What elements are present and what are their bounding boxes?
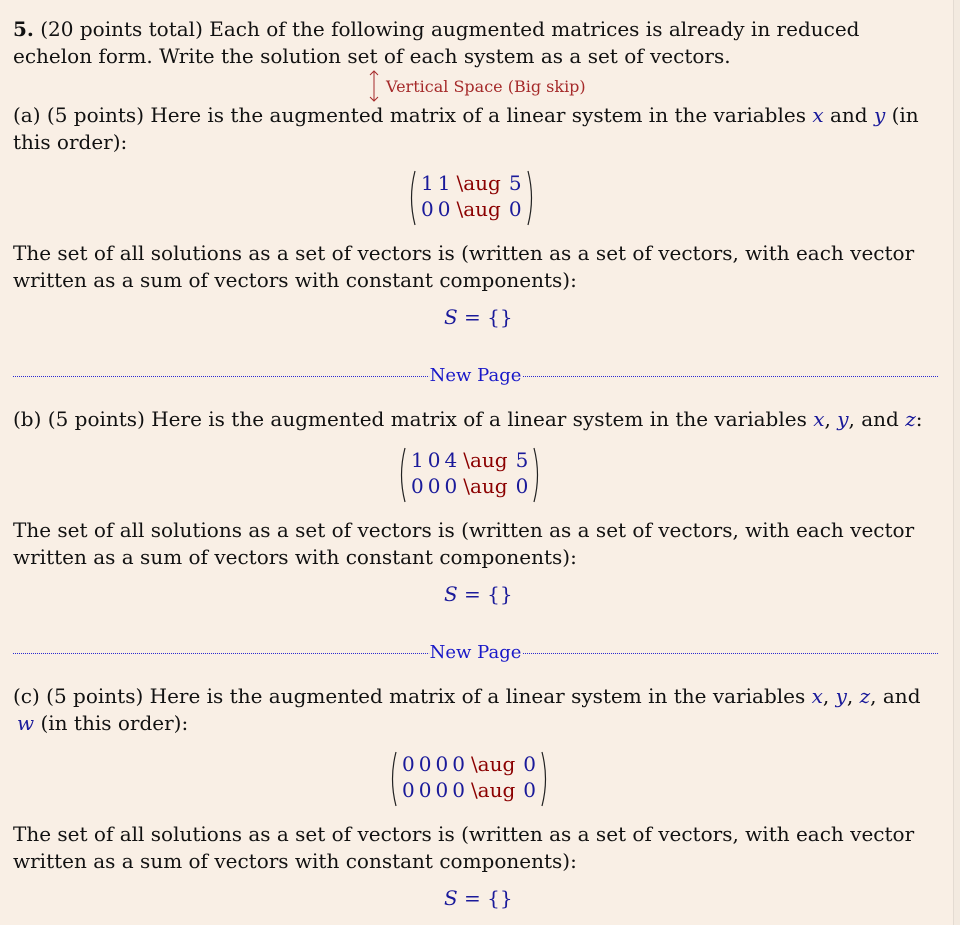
matrix-cell: 0 <box>523 778 537 802</box>
var-x: x <box>813 407 825 431</box>
matrix-cell: 0 <box>427 448 441 472</box>
new-page-label: New Page <box>429 365 522 386</box>
part-b-solution-prompt <box>13 517 938 571</box>
right-paren-icon <box>540 751 550 807</box>
solution-prompt-line2: written as a sum of vectors with constant components): <box>13 268 577 292</box>
var-z: z <box>859 684 871 708</box>
matrix-cell: 4 <box>444 448 458 472</box>
var-x: x <box>811 684 823 708</box>
var-y: y <box>835 684 847 708</box>
solution-symbol: S <box>444 582 458 606</box>
new-page-label: New Page <box>429 642 522 663</box>
matrix-cell: 0 <box>437 197 451 221</box>
part-c-solution-prompt <box>13 821 938 875</box>
matrix-cell: 0 <box>427 474 441 498</box>
matrix-cell: 0 <box>435 778 449 802</box>
aug-separator: \aug <box>463 474 508 498</box>
solution-braces: = {} <box>457 582 513 606</box>
var-x: x <box>812 103 824 127</box>
double-arrow-icon <box>368 69 380 103</box>
separator: , <box>846 684 860 708</box>
new-page-break-2 <box>13 642 938 662</box>
matrix-cell: 1 <box>421 171 434 195</box>
matrix-cell: 0 <box>452 752 465 776</box>
scrollbar-track[interactable] <box>953 0 960 925</box>
solution-prompt-line1: The set of all solutions as a set of vectors is (written as a set of vectors, with each vector <box>13 518 915 542</box>
right-paren-icon <box>532 447 542 503</box>
new-page-break-1 <box>13 365 938 385</box>
aug-separator: \aug <box>470 778 516 802</box>
right-paren-icon <box>526 170 536 226</box>
matrix-cell: 0 <box>418 778 432 802</box>
part-c-text2: (in this order): <box>34 711 189 735</box>
part-a-matrix <box>407 170 536 226</box>
matrix-cell: 0 <box>508 197 522 221</box>
problem-intro <box>13 16 938 70</box>
matrix-row <box>419 170 524 196</box>
var-z: z <box>905 407 916 431</box>
matrix-row <box>400 777 538 803</box>
solution-braces: = {} <box>457 886 513 910</box>
vertical-space-marker <box>368 69 586 103</box>
separator: : <box>915 407 923 431</box>
matrix-row <box>409 447 530 473</box>
matrix-cell: 0 <box>421 197 434 221</box>
matrix-cell: 1 <box>411 448 424 472</box>
problem-intro-line1: (20 points total) Each of the following augmented matrices is already in reduced <box>40 17 860 41</box>
matrix-cell: 0 <box>523 752 537 776</box>
matrix-cell: 0 <box>402 778 415 802</box>
solution-symbol: S <box>444 305 458 329</box>
var-y: y <box>837 407 849 431</box>
solution-prompt-line1: The set of all solutions as a set of vectors is (written as a set of vectors, with each vector <box>13 822 915 846</box>
solution-symbol: S <box>444 886 458 910</box>
left-paren-icon <box>388 751 398 807</box>
part-a-text3: this order): <box>13 130 128 154</box>
separator: , <box>824 407 838 431</box>
part-a-text: (a) (5 points) Here is the augmented matrix of a linear system in the variables <box>13 103 813 127</box>
matrix-cell: 5 <box>508 171 522 195</box>
matrix-cell: 0 <box>452 778 465 802</box>
matrix-row <box>419 196 524 222</box>
solution-prompt-line2: written as a sum of vectors with constant components): <box>13 849 577 873</box>
matrix-cell: 0 <box>418 752 432 776</box>
matrix-cell: 0 <box>444 474 458 498</box>
var-y: y <box>873 103 886 127</box>
problem-number: 5. <box>13 17 34 41</box>
problem-intro-line2: echelon form. Write the solution set of each system as a set of vectors. <box>13 44 731 68</box>
solution-prompt-line2: written as a sum of vectors with constant components): <box>13 545 577 569</box>
solution-prompt-line1: The set of all solutions as a set of vectors is (written as a set of vectors, with each vector <box>13 241 915 265</box>
part-c-text: (c) (5 points) Here is the augmented matrix of a linear system in the variables <box>13 684 812 708</box>
matrix-row <box>409 473 530 499</box>
left-paren-icon <box>407 170 417 226</box>
part-a-text2: (in <box>885 103 919 127</box>
part-b-matrix <box>397 447 542 503</box>
matrix-cell: 0 <box>402 752 415 776</box>
aug-separator: \aug <box>456 197 501 221</box>
part-b-text: (b) (5 points) Here is the augmented matrix of a linear system in the variables <box>13 407 814 431</box>
matrix-cell: 0 <box>435 752 449 776</box>
separator: , and <box>870 684 921 708</box>
aug-separator: \aug <box>470 752 516 776</box>
part-c-solution-set[interactable] <box>444 885 513 912</box>
separator: , <box>822 684 836 708</box>
matrix-cell: 0 <box>411 474 424 498</box>
aug-separator: \aug <box>463 448 508 472</box>
part-a-join: and <box>823 103 874 127</box>
part-b-prompt <box>13 406 938 433</box>
vertical-space-label: Vertical Space (Big skip) <box>386 76 586 96</box>
separator: , and <box>848 407 906 431</box>
part-a-solution-set[interactable] <box>444 304 513 331</box>
solution-braces: = {} <box>457 305 513 329</box>
matrix-cell: 5 <box>515 448 529 472</box>
part-c-prompt <box>13 683 938 737</box>
part-c-matrix <box>388 751 550 807</box>
part-a-prompt <box>13 102 938 156</box>
matrix-row <box>400 751 538 777</box>
part-a-solution-prompt <box>13 240 938 294</box>
matrix-cell: 0 <box>515 474 529 498</box>
matrix-cell: 1 <box>437 171 451 195</box>
left-paren-icon <box>397 447 407 503</box>
aug-separator: \aug <box>456 171 501 195</box>
var-w: w <box>17 711 35 735</box>
part-b-solution-set[interactable] <box>444 581 513 608</box>
